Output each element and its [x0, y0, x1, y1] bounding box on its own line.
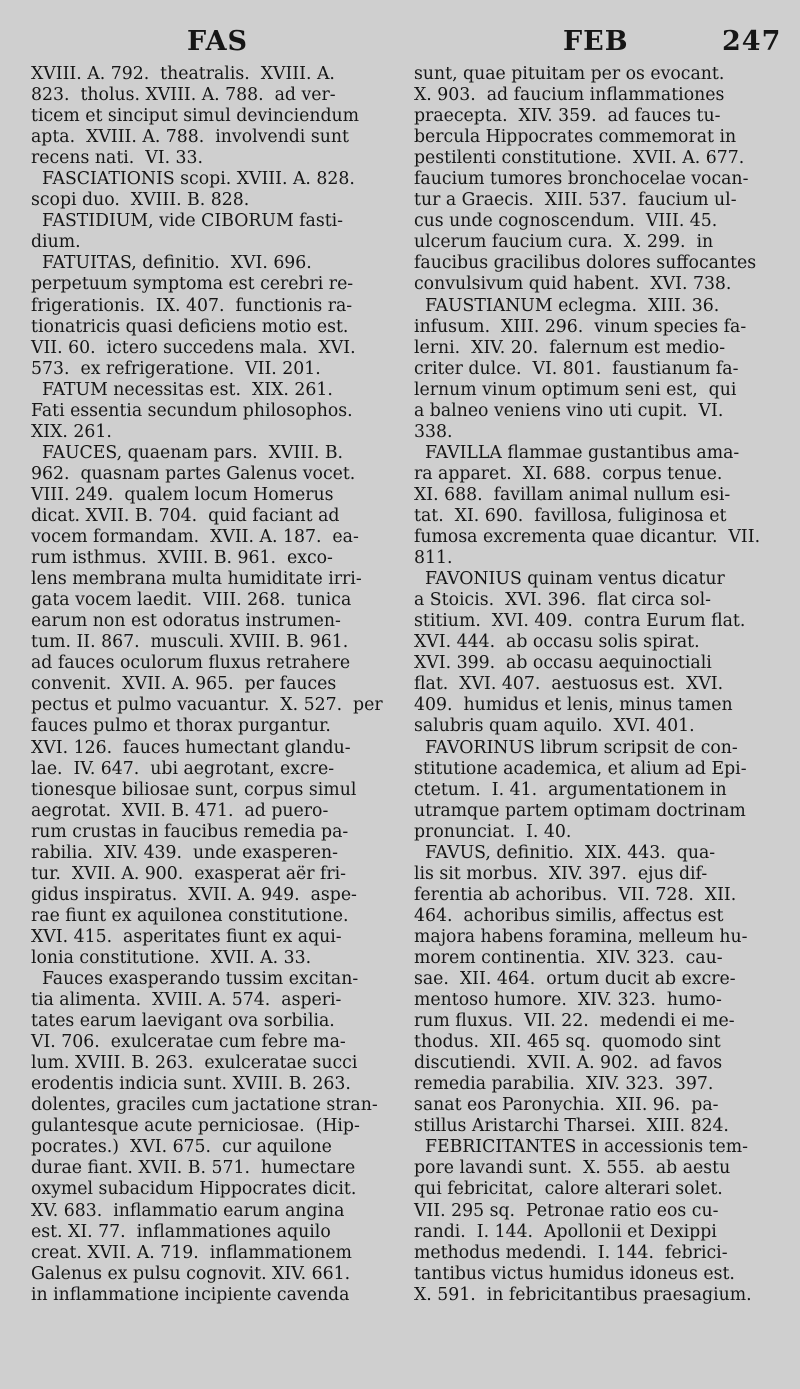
text-line: recens nati. VI. 33. — [31, 148, 204, 169]
text-line: 338. — [414, 421, 453, 442]
text-line: earum non est odoratus instrumen- — [31, 611, 341, 632]
text-line: FASCIATIONIS scopi. XVIII. A. 828. — [31, 169, 355, 190]
text-line: FATUITAS, definitio. XVI. 696. — [31, 253, 312, 274]
text-line: FAUCES, quaenam pars. XVIII. B. — [31, 442, 344, 463]
text-line: XVI. 444. ab occasu solis spirat. — [414, 632, 700, 653]
text-line: rum isthmus. XVIII. B. 961. exco- — [31, 548, 333, 569]
text-line: XIX. 261. — [31, 421, 112, 442]
text-line: apta. XVIII. A. 788. involvendi sunt — [31, 127, 349, 148]
text-line: utramque partem optimam doctrinam — [414, 800, 746, 821]
text-line: FEBRICITANTES in accessionis tem- — [414, 1137, 748, 1158]
text-line: dium. — [31, 232, 81, 253]
text-line: 962. quasnam partes Galenus vocet. — [31, 463, 356, 484]
text-line: stitium. XVI. 409. contra Eurum flat. — [414, 611, 746, 632]
text-line: faucium tumores bronchocelae vocan- — [414, 169, 749, 190]
text-line: creat. XVII. A. 719. inflammationem — [31, 1242, 352, 1263]
text-line: a Stoicis. XVI. 396. flat circa sol- — [414, 590, 711, 611]
text-line: pectus et pulmo vacuantur. X. 527. per — [31, 695, 383, 716]
text-line: morem continentia. XIV. 323. cau- — [414, 947, 723, 968]
text-line: lae. IV. 647. ubi aegrotant, excre- — [31, 758, 335, 779]
text-line: erodentis indicia sunt. XVIII. B. 263. — [31, 1074, 351, 1095]
text-line: tum. II. 867. musculi. XVIII. B. 961. — [31, 632, 349, 653]
text-line: flat. XVI. 407. aestuosus est. XVI. — [414, 674, 724, 695]
text-line: stillus Aristarchi Tharsei. XIII. 824. — [414, 1116, 729, 1137]
text-line: tionesque biliosae sunt, corpus simul — [31, 779, 357, 800]
text-line: bercula Hippocrates commemorat in — [414, 127, 737, 148]
text-line: thodus. XII. 465 sq. quomodo sint — [414, 1032, 721, 1053]
text-line: FAVUS, definitio. XIX. 443. qua- — [414, 842, 716, 863]
text-line: remedia parabilia. XIV. 323. 397. — [414, 1074, 714, 1095]
text-line: lis sit morbus. XIV. 397. ejus dif- — [414, 863, 708, 884]
text-line: vocem formandam. XVII. A. 187. ea- — [31, 527, 359, 548]
text-line: criter dulce. VI. 801. faustianum fa- — [414, 358, 739, 379]
page-number: 247 — [722, 26, 782, 57]
text-line: dolentes, graciles cum jactatione stran- — [31, 1095, 378, 1116]
text-line: ferentia ab achoribus. VII. 728. XII. — [414, 884, 737, 905]
text-line: 573. ex refrigeratione. VII. 201. — [31, 358, 321, 379]
text-line: tat. XI. 690. favillosa, fuliginosa et — [414, 505, 727, 526]
text-line: gulantesque acute perniciosae. (Hip- — [31, 1116, 360, 1137]
text-line: sae. XII. 464. ortum ducit ab excre- — [414, 969, 736, 990]
text-line: ad fauces oculorum fluxus retrahere — [31, 653, 351, 674]
right-column — [414, 64, 770, 1306]
text-line: majora habens foramina, melleum hu- — [414, 926, 748, 947]
text-line: XVI. 126. fauces humectant glandu- — [31, 737, 351, 758]
text-line: X. 591. in febricitantibus praesagium. — [414, 1284, 752, 1305]
text-line: 811. — [414, 548, 453, 569]
text-line: FAVONIUS quinam ventus dicatur — [414, 569, 725, 590]
text-line: tionatricis quasi deficiens motio est. — [31, 316, 349, 337]
text-line: rabilia. XIV. 439. unde exasperen- — [31, 842, 338, 863]
text-line: scopi duo. XVIII. B. 828. — [31, 190, 250, 211]
text-line: praecepta. XIV. 359. ad fauces tu- — [414, 106, 721, 127]
text-line: rae fiunt ex aquilonea constitutione. — [31, 905, 349, 926]
text-line: discutiendi. XVII. A. 902. ad favos — [414, 1053, 723, 1074]
header-left-word: FAS — [187, 26, 249, 57]
text-line: est. XI. 77. inflammationes aquilo — [31, 1221, 331, 1242]
text-line: XVI. 399. ab occasu aequinoctiali — [414, 653, 712, 674]
text-line: faucibus gracilibus dolores suffocantes — [414, 253, 757, 274]
left-column — [31, 64, 394, 1306]
text-line: lum. XVIII. B. 263. exulceratae succi — [31, 1053, 358, 1074]
text-line: pestilenti constitutione. XVII. A. 677. — [414, 148, 745, 169]
text-line: aegrotat. XVII. B. 471. ad puero- — [31, 800, 329, 821]
text-line: 464. achoribus similis, affectus est — [414, 905, 724, 926]
text-line: 823. tholus. XVIII. A. 788. ad ver- — [31, 85, 336, 106]
header-right-word: FEB — [563, 26, 629, 57]
text-line: FASTIDIUM, vide CIBORUM fasti- — [31, 211, 344, 232]
text-line: rum crustas in faucibus remedia pa- — [31, 821, 349, 842]
text-line: XI. 688. favillam animal nullum esi- — [414, 484, 731, 505]
text-line: oxymel subacidum Hippocrates dicit. — [31, 1179, 357, 1200]
text-line: lernum vinum optimum seni est, qui — [414, 379, 737, 400]
text-line: fumosa excrementa quae dicantur. VII. — [414, 527, 761, 548]
text-line: X. 903. ad faucium inflammationes — [414, 85, 725, 106]
text-line: tates earum laevigant ova sorbilia. — [31, 1011, 335, 1032]
text-line: tantibus victus humidus idoneus est. — [414, 1263, 735, 1284]
text-line: pronunciat. I. 40. — [414, 821, 572, 842]
text-line: dicat. XVII. B. 704. quid faciant ad — [31, 505, 340, 526]
text-line: XVI. 415. asperitates fiunt ex aqui- — [31, 926, 342, 947]
text-line: XV. 683. inflammatio earum angina — [31, 1200, 345, 1221]
text-line: FAVILLA flammae gustantibus ama- — [414, 442, 740, 463]
text-line: ticem et sinciput simul devinciendum — [31, 106, 360, 127]
text-line: sunt, quae pituitam per os evocant. — [414, 64, 725, 84]
text-line: lerni. XIV. 20. falernum est medio- — [414, 337, 726, 358]
text-line: VI. 706. exulceratae cum febre ma- — [31, 1032, 346, 1053]
text-line: sanat eos Paronychia. XII. 96. pa- — [414, 1095, 719, 1116]
text-line: FAUSTIANUM eclegma. XIII. 36. — [414, 295, 720, 316]
text-line: randi. I. 144. Apollonii et Dexippi — [414, 1221, 717, 1242]
text-line: convenit. XVII. A. 965. per fauces — [31, 674, 337, 695]
text-line: salubris quam aquilo. XVI. 401. — [414, 716, 695, 737]
text-line: qui febricitat, calore alterari solet. — [414, 1179, 723, 1200]
text-line: gidus inspiratus. XVII. A. 949. aspe- — [31, 884, 357, 905]
text-line: ulcerum faucium cura. X. 299. in — [414, 232, 714, 253]
text-line: tur. XVII. A. 900. exasperat aër fri- — [31, 863, 347, 884]
text-line: durae fiant. XVII. B. 571. humectare — [31, 1158, 356, 1179]
text-line: lens membrana multa humiditate irri- — [31, 569, 362, 590]
text-line: Fati essentia secundum philosophos. — [31, 400, 353, 421]
text-line: perpetuum symptoma est cerebri re- — [31, 274, 354, 295]
text-line: ra apparet. XI. 688. corpus tenue. — [414, 463, 723, 484]
text-line: in inflammatione incipiente cavenda — [31, 1284, 350, 1305]
text-line: XVIII. A. 792. theatralis. XVIII. A. — [31, 64, 335, 84]
text-line: frigerationis. IX. 407. functionis ra- — [31, 295, 353, 316]
text-line: tia alimenta. XVIII. A. 574. asperi- — [31, 990, 342, 1011]
text-line: infusum. XIII. 296. vinum species fa- — [414, 316, 747, 337]
text-line: cus unde cognoscendum. VIII. 45. — [414, 211, 718, 232]
text-line: 409. humidus et lenis, minus tamen — [414, 695, 733, 716]
text-line: convulsivum quid habent. XVI. 738. — [414, 274, 732, 295]
text-line: stitutione academica, et alium ad Epi- — [414, 758, 747, 779]
text-line: VIII. 249. qualem locum Homerus — [31, 484, 334, 505]
text-line: FATUM necessitas est. XIX. 261. — [31, 379, 333, 400]
text-line: gata vocem laedit. VIII. 268. tunica — [31, 590, 352, 611]
text-line: fauces pulmo et thorax purgantur. — [31, 716, 331, 737]
text-line: FAVORINUS librum scripsit de con- — [414, 737, 738, 758]
text-line: VII. 60. ictero succedens mala. XVI. — [31, 337, 356, 358]
text-line: lonia constitutione. XVII. A. 33. — [31, 947, 312, 968]
text-line: VII. 295 sq. Petronae ratio eos cu- — [414, 1200, 719, 1221]
text-line: tur a Graecis. XIII. 537. faucium ul- — [414, 190, 737, 211]
text-line: ctetum. I. 41. argumentationem in — [414, 779, 727, 800]
text-line: pocrates.) XVI. 675. cur aquilone — [31, 1137, 332, 1158]
text-line: Fauces exasperando tussim excitan- — [31, 969, 359, 990]
text-line: pore lavandi sunt. X. 555. ab aestu — [414, 1158, 731, 1179]
text-line: methodus medendi. I. 144. febrici- — [414, 1242, 728, 1263]
text-line: mentoso humore. XIV. 323. humo- — [414, 990, 722, 1011]
text-line: rum fluxus. VII. 22. medendi ei me- — [414, 1011, 735, 1032]
text-line: a balneo veniens vino uti cupit. VI. — [414, 400, 724, 421]
text-line: Galenus ex pulsu cognovit. XIV. 661. — [31, 1263, 351, 1284]
